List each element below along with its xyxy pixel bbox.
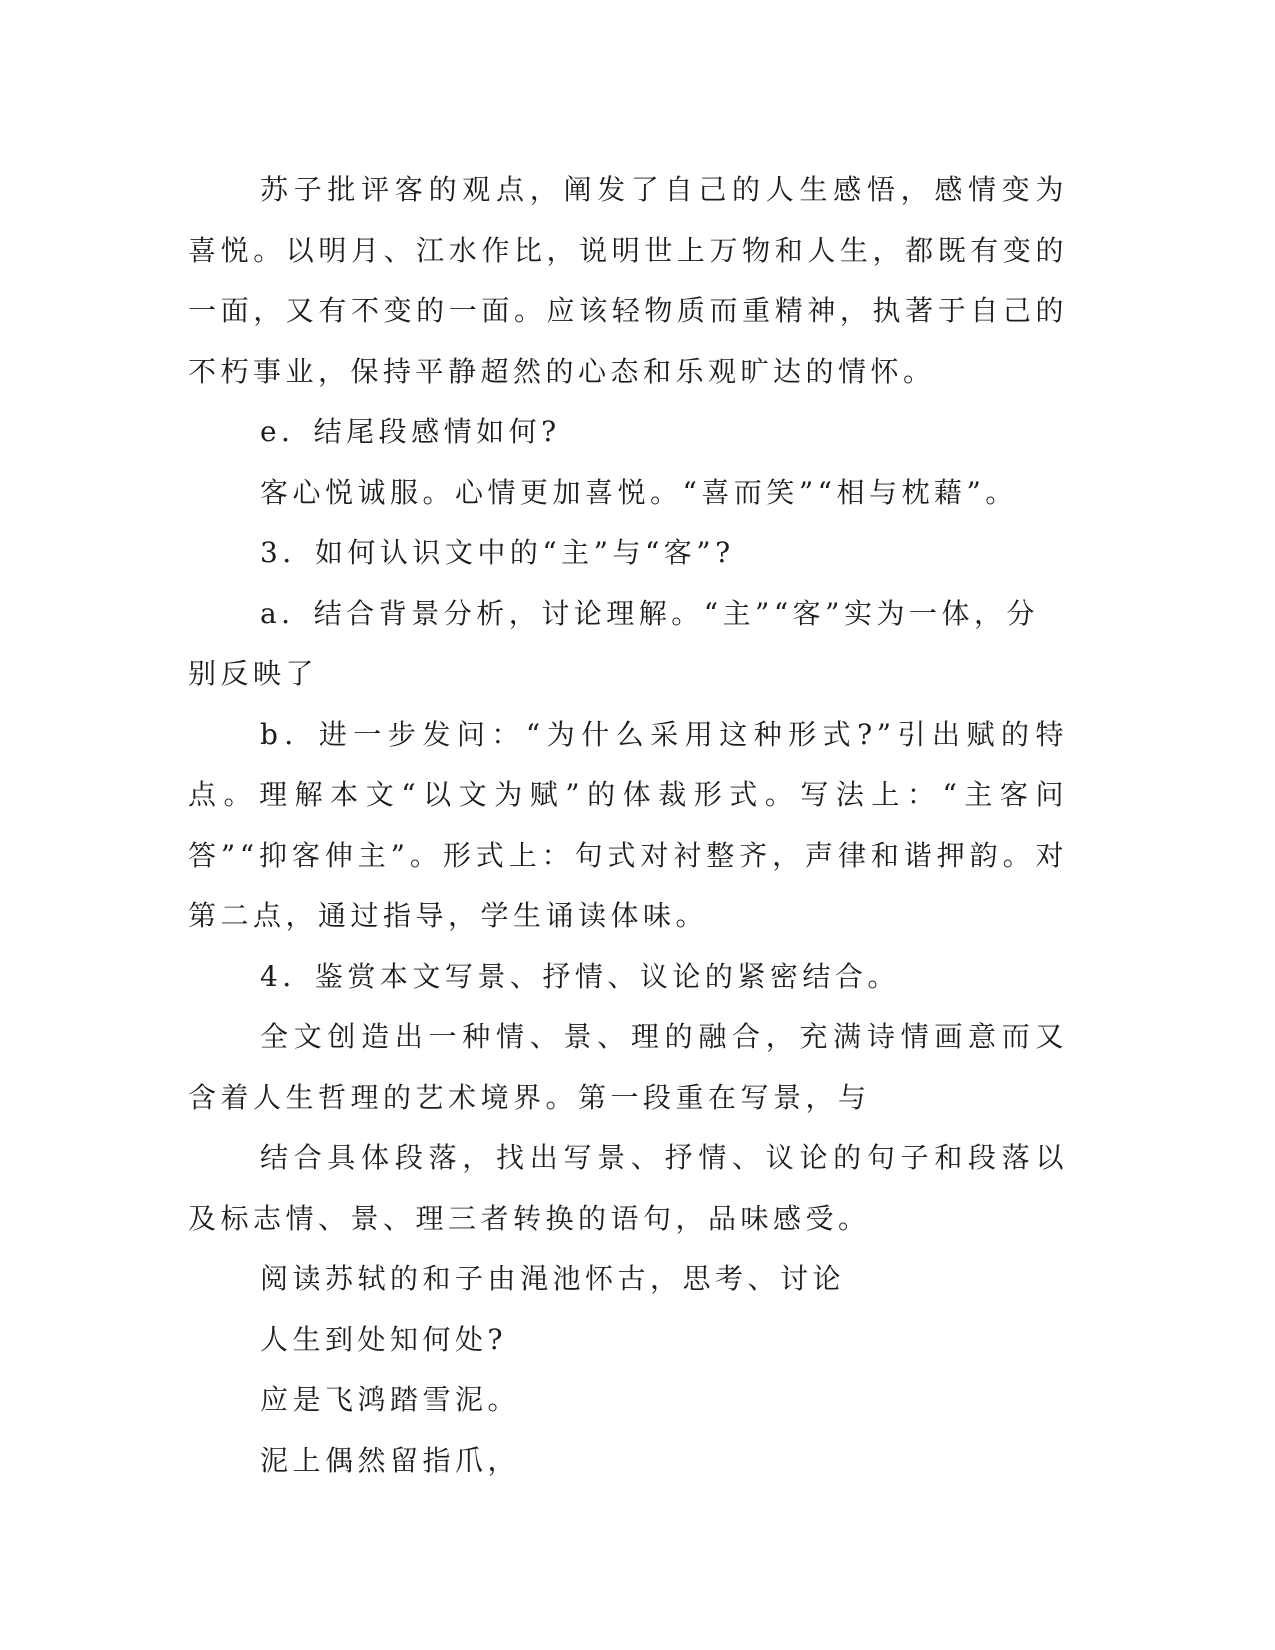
poem-line-3: 泥上偶然留指爪，	[260, 1443, 521, 1477]
answer-e-ending: 客心悦诚服。心情更加喜悦。“喜而笑”“相与枕藉”。	[260, 475, 1018, 509]
point-b-fu-form: b．进一步发问：“为什么采用这种形式?”引出赋的特点。理解本文“以文为赋”的体裁形式。写法上：“主客问答”“抑客伸主”。形式上：句式对衬整齐，声律和谐押韵。对第二点，通过指导，学生诵读体味。	[188, 717, 1068, 932]
paragraph-fusion: 全文创造出一种情、景、理的融合，充满诗情画意而又含着人生哲理的艺术境界。第一段重在写景，与	[188, 1020, 1068, 1114]
paragraph-read-poem: 阅读苏轼的和子由渑池怀古，思考、讨论	[260, 1262, 846, 1295]
question-e-ending: e．结尾段感情如何?	[260, 415, 561, 448]
paragraph-find-sentences: 结合具体段落，找出写景、抒情、议论的句子和段落以及标志情、景、理三者转换的语句，品味感受。	[188, 1141, 1068, 1235]
poem-line-1: 人生到处知何处?	[260, 1322, 508, 1356]
question-4-appreciation: 4．鉴赏本文写景、抒情、议论的紧密结合。	[260, 959, 900, 993]
document-body	[188, 160, 1068, 1491]
poem-line-2: 应是飞鸿踏雪泥。	[260, 1383, 521, 1416]
question-3-host-guest: 3．如何认识文中的“主”与“客”?	[260, 536, 735, 569]
paragraph-su-zi-comment: 苏子批评客的观点，阐发了自己的人生感悟，感情变为喜悦。以明月、江水作比，说明世上万物和人生，都既有变的一面，又有不变的一面。应该轻物质而重精神，执著于自己的不朽事业，保持平静超然的心态和乐观旷达的情怀。	[188, 173, 1068, 388]
point-a-background: a．结合背景分析，讨论理解。“主”“客”实为一体，分别反映了	[188, 596, 1039, 690]
